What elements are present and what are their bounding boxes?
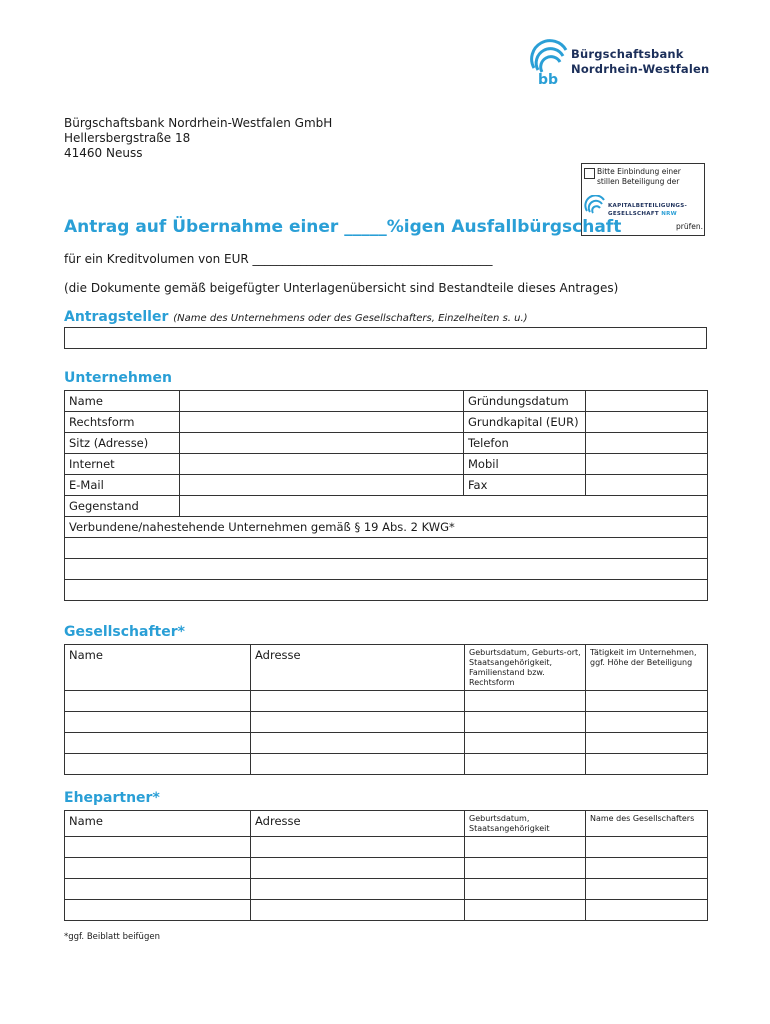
- field-label: Telefon: [464, 433, 586, 454]
- table-cell[interactable]: [65, 900, 251, 921]
- table-cell[interactable]: [465, 858, 586, 879]
- table-cell[interactable]: [251, 858, 465, 879]
- table-header-row: [65, 645, 708, 691]
- col-header-name: Name: [65, 645, 251, 691]
- field-input[interactable]: [180, 412, 464, 433]
- table-cell[interactable]: [65, 712, 251, 733]
- table-header-row: [65, 811, 708, 837]
- table-row: [65, 879, 708, 900]
- field-input[interactable]: [586, 475, 708, 496]
- table-cell[interactable]: [65, 837, 251, 858]
- table-row: [65, 496, 708, 517]
- field-label: Grundkapital (EUR): [464, 412, 586, 433]
- field-label: Fax: [464, 475, 586, 496]
- table-cell[interactable]: [465, 712, 586, 733]
- svg-text:bb: bb: [538, 72, 559, 88]
- table-row: [65, 433, 708, 454]
- field-label: Sitz (Adresse): [65, 433, 180, 454]
- kbg-checkbox[interactable]: [584, 168, 595, 179]
- antragsteller-note: (Name des Unternehmens oder des Gesellschafters, Einzelheiten s. u.): [173, 313, 528, 324]
- address-line-3: 41460 Neuss: [64, 146, 143, 160]
- table-row: [65, 538, 708, 559]
- table-row: [65, 733, 708, 754]
- verbundene-input[interactable]: [65, 538, 708, 559]
- table-cell[interactable]: [465, 900, 586, 921]
- kbg-logo-line1: KAPITALBETEILIGUNGS-: [608, 203, 688, 209]
- antragsteller-heading: Antragsteller (Name des Unternehmens oder des Gesellschafters, Einzelheiten s. u.): [64, 309, 528, 325]
- ehepartner-heading: Ehepartner*: [64, 790, 160, 806]
- table-cell[interactable]: [586, 733, 708, 754]
- kbg-pruefen-text: prüfen.: [676, 222, 703, 231]
- table-row: [65, 454, 708, 475]
- table-cell[interactable]: [251, 900, 465, 921]
- field-label: Gegenstand: [65, 496, 180, 517]
- table-cell[interactable]: [586, 858, 708, 879]
- table-cell[interactable]: [251, 837, 465, 858]
- table-row: [65, 391, 708, 412]
- table-row: [65, 412, 708, 433]
- col-header-geburtsdatum: Geburtsdatum, Geburts-ort, Staatsangehörigkeit, Familienstand bzw. Rechtsform: [465, 645, 586, 691]
- antragsteller-input[interactable]: [64, 327, 707, 349]
- gesellschafter-heading: Gesellschafter*: [64, 624, 185, 640]
- field-input[interactable]: [586, 391, 708, 412]
- table-cell[interactable]: [465, 691, 586, 712]
- table-cell[interactable]: [586, 754, 708, 775]
- table-cell[interactable]: [251, 691, 465, 712]
- table-cell[interactable]: [251, 879, 465, 900]
- page-title: Antrag auf Übernahme einer _____%igen Ausfallbürgschaft: [64, 217, 622, 237]
- kbg-logo-line2: GESELLSCHAFT NRW: [608, 211, 677, 217]
- table-row: [65, 858, 708, 879]
- table-cell[interactable]: [65, 733, 251, 754]
- field-label: Name: [65, 391, 180, 412]
- verbundene-input[interactable]: [65, 559, 708, 580]
- footnote: *ggf. Beiblatt beifügen: [64, 932, 160, 942]
- col-header-geburtsdatum: Geburtsdatum, Staatsangehörigkeit: [465, 811, 586, 837]
- dokumente-note: (die Dokumente gemäß beigefügter Unterlagenübersicht sind Bestandteile dieses Antrages): [64, 281, 619, 295]
- field-input[interactable]: [180, 391, 464, 412]
- table-cell[interactable]: [586, 691, 708, 712]
- table-row: [65, 580, 708, 601]
- ehepartner-table: [64, 810, 708, 921]
- gesellschafter-table: [64, 644, 708, 775]
- logo-name-line2: Nordrhein-Westfalen: [571, 62, 710, 76]
- table-cell[interactable]: [65, 754, 251, 775]
- table-row: [65, 517, 708, 538]
- kbg-logo-icon: [584, 195, 608, 219]
- table-cell[interactable]: [65, 691, 251, 712]
- table-row: [65, 712, 708, 733]
- col-header-gesellschafter: Name des Gesellschafters: [586, 811, 708, 837]
- table-row: [65, 691, 708, 712]
- unternehmen-heading: Unternehmen: [64, 370, 172, 386]
- unternehmen-table: [64, 390, 708, 601]
- table-cell[interactable]: [586, 837, 708, 858]
- table-cell[interactable]: [586, 900, 708, 921]
- table-cell[interactable]: [251, 712, 465, 733]
- table-cell[interactable]: [586, 879, 708, 900]
- table-row: [65, 754, 708, 775]
- table-cell[interactable]: [465, 837, 586, 858]
- verbundene-input[interactable]: [65, 580, 708, 601]
- table-row: [65, 837, 708, 858]
- table-row: [65, 475, 708, 496]
- address-line-1: Bürgschaftsbank Nordrhein-Westfalen GmbH: [64, 116, 333, 130]
- field-input[interactable]: [586, 454, 708, 475]
- field-label: Gründungsdatum: [464, 391, 586, 412]
- kbg-option-text: Bitte Einbindung einer stillen Beteiligung der: [597, 167, 681, 186]
- bank-logo-icon: [526, 38, 576, 88]
- table-row: [65, 900, 708, 921]
- table-cell[interactable]: [65, 879, 251, 900]
- field-label: E-Mail: [65, 475, 180, 496]
- table-row: [65, 559, 708, 580]
- field-input[interactable]: [180, 454, 464, 475]
- table-cell[interactable]: [465, 879, 586, 900]
- table-cell[interactable]: [251, 754, 465, 775]
- field-label: Mobil: [464, 454, 586, 475]
- col-header-adresse: Adresse: [251, 811, 465, 837]
- table-cell[interactable]: [251, 733, 465, 754]
- field-label: Rechtsform: [65, 412, 180, 433]
- field-label: Internet: [65, 454, 180, 475]
- address-line-2: Hellersbergstraße 18: [64, 131, 191, 145]
- field-input[interactable]: [180, 475, 464, 496]
- field-input[interactable]: [586, 412, 708, 433]
- logo-name-line1: Bürgschaftsbank: [571, 47, 684, 61]
- table-cell[interactable]: [465, 754, 586, 775]
- gegenstand-input[interactable]: [180, 496, 708, 517]
- field-input[interactable]: [586, 433, 708, 454]
- table-cell[interactable]: [586, 712, 708, 733]
- table-cell[interactable]: [65, 858, 251, 879]
- table-cell[interactable]: [465, 733, 586, 754]
- field-input[interactable]: [180, 433, 464, 454]
- col-header-taetigkeit: Tätigkeit im Unternehmen, ggf. Höhe der Beteiligung: [586, 645, 708, 691]
- col-header-adresse: Adresse: [251, 645, 465, 691]
- verbundene-label: Verbundene/nahestehende Unternehmen gemäß § 19 Abs. 2 KWG*: [65, 517, 708, 538]
- col-header-name: Name: [65, 811, 251, 837]
- kreditvolumen-line: für ein Kreditvolumen von EUR ________________________________________: [64, 252, 493, 266]
